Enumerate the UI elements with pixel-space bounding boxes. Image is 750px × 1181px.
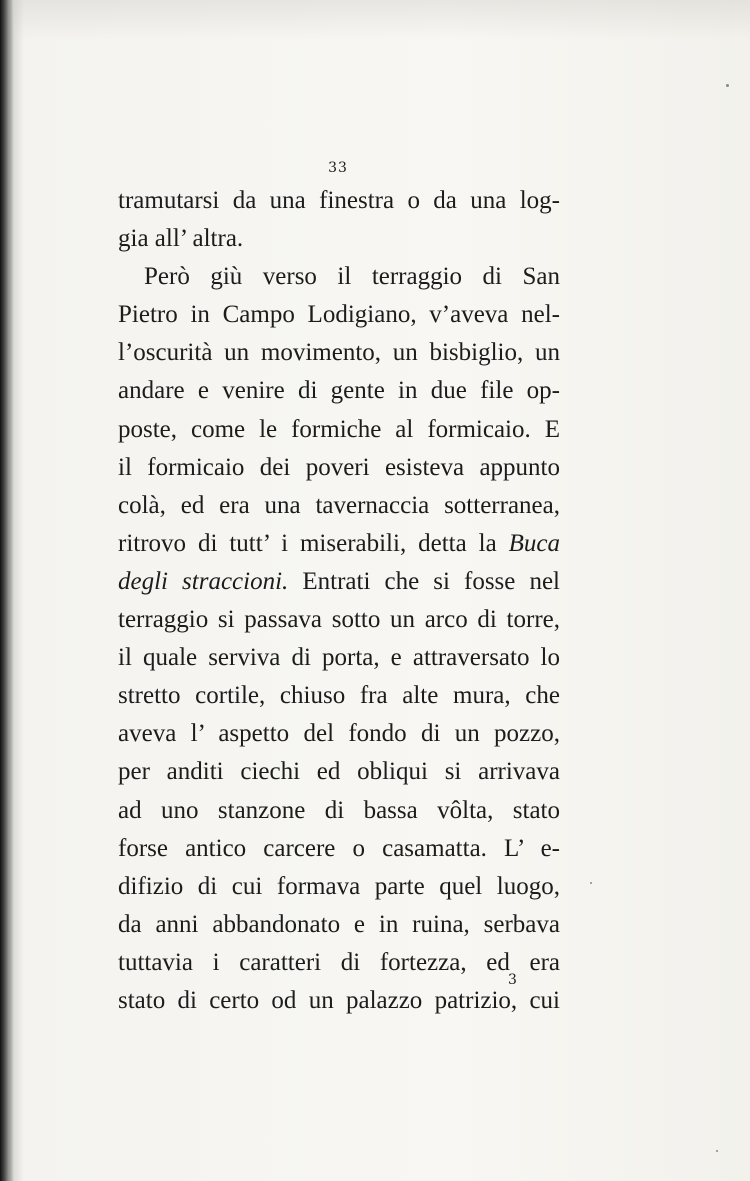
text-line [118, 563, 560, 601]
page-number: 33 [328, 160, 348, 176]
text-segment: Entrati che si fosse nel [302, 567, 561, 595]
text-line: Però giù verso il terraggio di San [144, 263, 560, 291]
paper-speck [716, 1150, 718, 1152]
italic-title-segment: Buca [508, 529, 561, 557]
page-binding-shadow [0, 0, 14, 1181]
text-line: il formicaio dei poveri esisteva appunto [118, 453, 560, 481]
text-line: il quale serviva di porta, e attraversato lo [118, 644, 560, 672]
text-line: stato di certo od un palazzo patrizio, cui [118, 986, 560, 1014]
page-top-shadow [14, 0, 750, 40]
text-line: aveva l’ aspetto del fondo di un pozzo, [118, 720, 560, 748]
text-line: andare e venire di gente in due file op- [118, 377, 560, 405]
text-line: da anni abbandonato e in ruina, serbava [118, 910, 560, 938]
text-line: ad uno stanzone di bassa vôlta, stato [118, 796, 560, 824]
paper-speck [726, 84, 729, 87]
text-line: per anditi ciechi ed obliqui si arrivava [118, 758, 560, 786]
italic-title-segment: degli straccioni. [118, 567, 289, 595]
text-line: l’oscurità un movimento, un bisbiglio, un [118, 339, 560, 367]
text-line: gia all’ altra. [118, 225, 244, 253]
text-line: forse antico carcere o casamatta. L’ e- [118, 834, 560, 862]
text-line: difizio di cui formava parte quel luogo, [118, 872, 560, 900]
text-line: poste, come le formiche al formicaio. E [118, 415, 560, 443]
text-line: stretto cortile, chiuso fra alte mura, che [118, 682, 560, 710]
text-line [118, 525, 560, 563]
text-line: tuttavia i caratteri di fortezza, ed era [118, 948, 560, 976]
text-segment: ritrovo di tutt’ i miserabili, detta la [118, 529, 497, 557]
text-line: tramutarsi da una finestra o da una log- [118, 187, 560, 214]
text-line: Pietro in Campo Lodigiano, v’aveva nel- [118, 301, 560, 329]
paper-speck [590, 882, 592, 884]
text-line: colà, ed era una tavernaccia sotterranea, [118, 491, 560, 519]
text-line: terraggio si passava sotto un arco di torre, [118, 606, 560, 634]
signature-mark: 3 [508, 972, 517, 988]
body-text [118, 182, 560, 1020]
